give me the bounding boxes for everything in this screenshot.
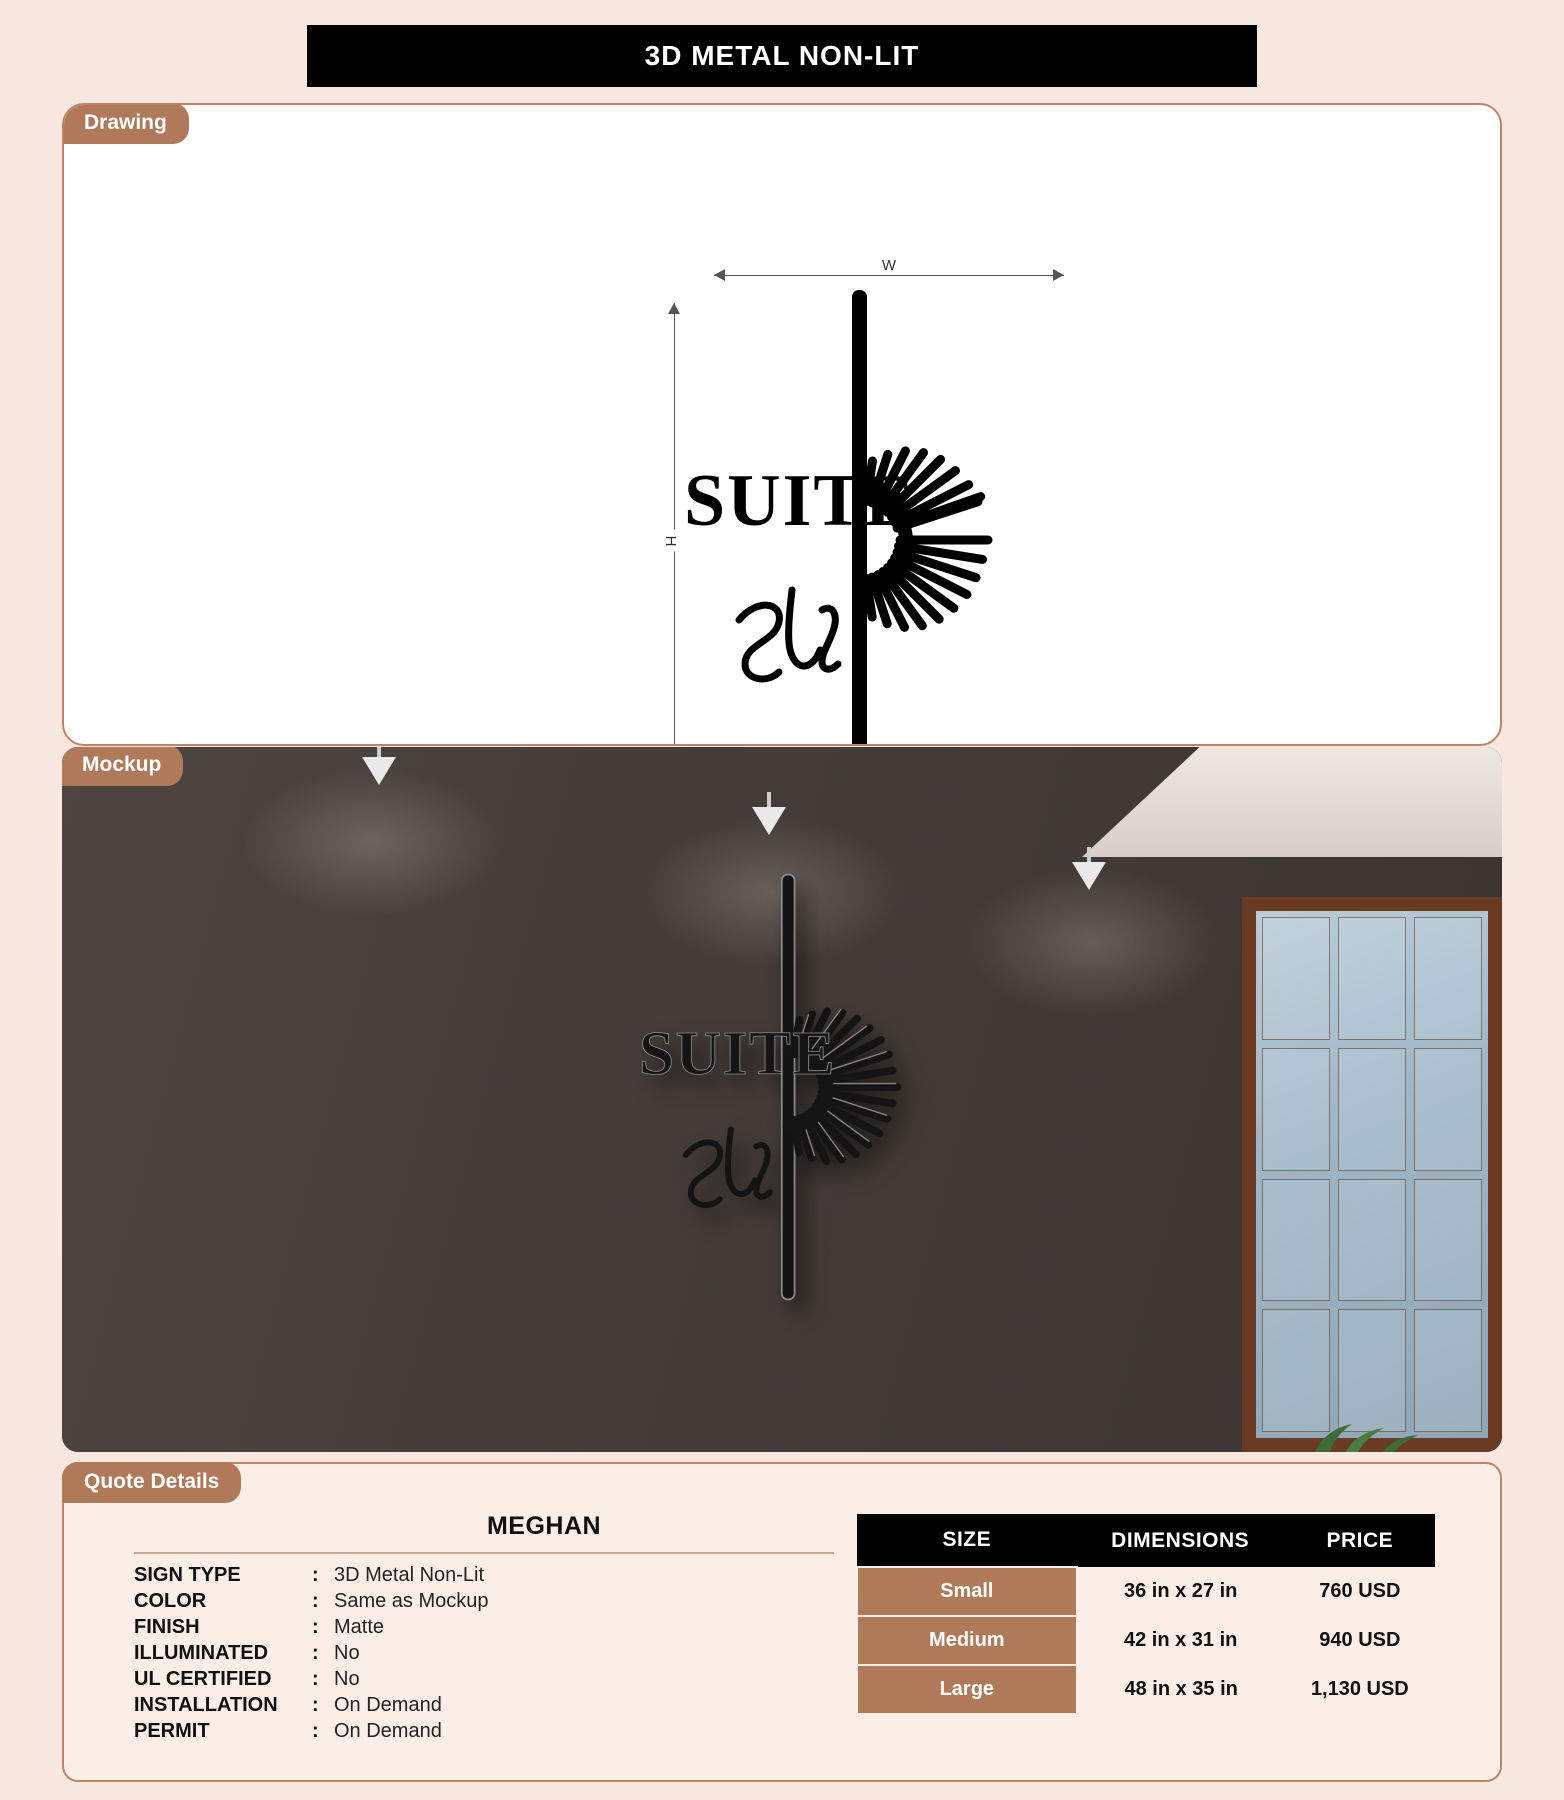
price-row-size: Small xyxy=(857,1567,1077,1616)
width-dimension-label: W xyxy=(874,257,904,274)
spec-row xyxy=(134,1562,834,1588)
drawing-section-tab: Drawing xyxy=(62,103,189,144)
spec-row xyxy=(134,1588,834,1614)
spec-separator: : xyxy=(312,1720,319,1742)
table-row xyxy=(857,1616,1435,1665)
price-header-size: SIZE xyxy=(857,1514,1077,1567)
quote-details-panel xyxy=(62,1462,1502,1782)
spec-value: No xyxy=(334,1642,360,1664)
price-header-price: PRICE xyxy=(1285,1514,1435,1567)
price-row-price: 1,130 USD xyxy=(1285,1665,1435,1714)
spec-key: UL CERTIFIED xyxy=(134,1668,272,1690)
price-table-header-row xyxy=(857,1514,1435,1567)
spec-key: PERMIT xyxy=(134,1720,210,1742)
ceiling-light-icon xyxy=(1072,847,1106,895)
price-row-price: 940 USD xyxy=(1285,1616,1435,1665)
spec-separator: : xyxy=(312,1642,319,1664)
svg-text:SUITE: SUITE xyxy=(639,1018,837,1089)
spec-row xyxy=(134,1614,834,1640)
price-row-dimensions: 48 in x 35 in xyxy=(1077,1665,1285,1714)
spec-row xyxy=(134,1666,834,1692)
width-arrow-right-icon xyxy=(1053,269,1064,281)
spec-value: 3D Metal Non-Lit xyxy=(334,1564,485,1586)
price-row-size: Large xyxy=(857,1665,1077,1714)
spec-separator: : xyxy=(312,1590,319,1612)
spec-key: ILLUMINATED xyxy=(134,1642,269,1664)
table-row xyxy=(857,1665,1435,1714)
window xyxy=(1242,897,1502,1452)
spec-key: SIGN TYPE xyxy=(134,1564,241,1586)
customer-name: MEGHAN xyxy=(486,1512,602,1540)
spec-key: INSTALLATION xyxy=(134,1694,278,1716)
spec-value: Matte xyxy=(334,1616,385,1638)
page-title xyxy=(307,25,1257,87)
spec-separator: : xyxy=(312,1694,319,1716)
price-row-size: Medium xyxy=(857,1616,1077,1665)
spec-value: Same as Mockup xyxy=(334,1590,489,1612)
spec-row xyxy=(134,1718,834,1744)
sign-logo-mockup xyxy=(622,857,962,1317)
spec-separator: : xyxy=(312,1616,319,1638)
quote-section-tab: Quote Details xyxy=(62,1462,241,1503)
window-glass xyxy=(1256,911,1488,1438)
mockup-panel xyxy=(62,747,1502,1452)
price-row-dimensions: 36 in x 27 in xyxy=(1077,1567,1285,1616)
table-row xyxy=(857,1567,1435,1616)
spec-row xyxy=(134,1640,834,1666)
svg-text:SUITE: SUITE xyxy=(684,460,917,542)
spec-key: FINISH xyxy=(134,1616,200,1638)
spec-list xyxy=(134,1562,834,1744)
width-dimension-line xyxy=(714,257,1064,285)
price-header-dimensions: DIMENSIONS xyxy=(1077,1514,1285,1567)
spec-value: On Demand xyxy=(334,1720,442,1742)
price-table xyxy=(856,1514,1436,1715)
spec-value: On Demand xyxy=(334,1694,442,1716)
mockup-section-tab: Mockup xyxy=(62,747,183,786)
width-dimension-bar xyxy=(714,275,1064,276)
ceiling-light-icon xyxy=(362,747,396,790)
price-row-dimensions: 42 in x 31 in xyxy=(1077,1616,1285,1665)
drawing-panel xyxy=(62,103,1502,746)
height-dimension-label: H xyxy=(662,529,679,552)
spec-separator: : xyxy=(312,1564,319,1586)
spec-row xyxy=(134,1692,834,1718)
spec-key: COLOR xyxy=(134,1590,207,1612)
price-row-price: 760 USD xyxy=(1285,1567,1435,1616)
sign-logo-drawing xyxy=(664,290,1064,746)
spec-separator: : xyxy=(312,1668,319,1690)
plant-decoration xyxy=(1292,1402,1442,1452)
page-title-text: 3D METAL NON-LIT xyxy=(644,40,920,71)
name-divider xyxy=(134,1552,834,1554)
ceiling-light-icon xyxy=(752,792,786,840)
width-arrow-left-icon xyxy=(714,269,725,281)
spec-value: No xyxy=(334,1668,360,1690)
